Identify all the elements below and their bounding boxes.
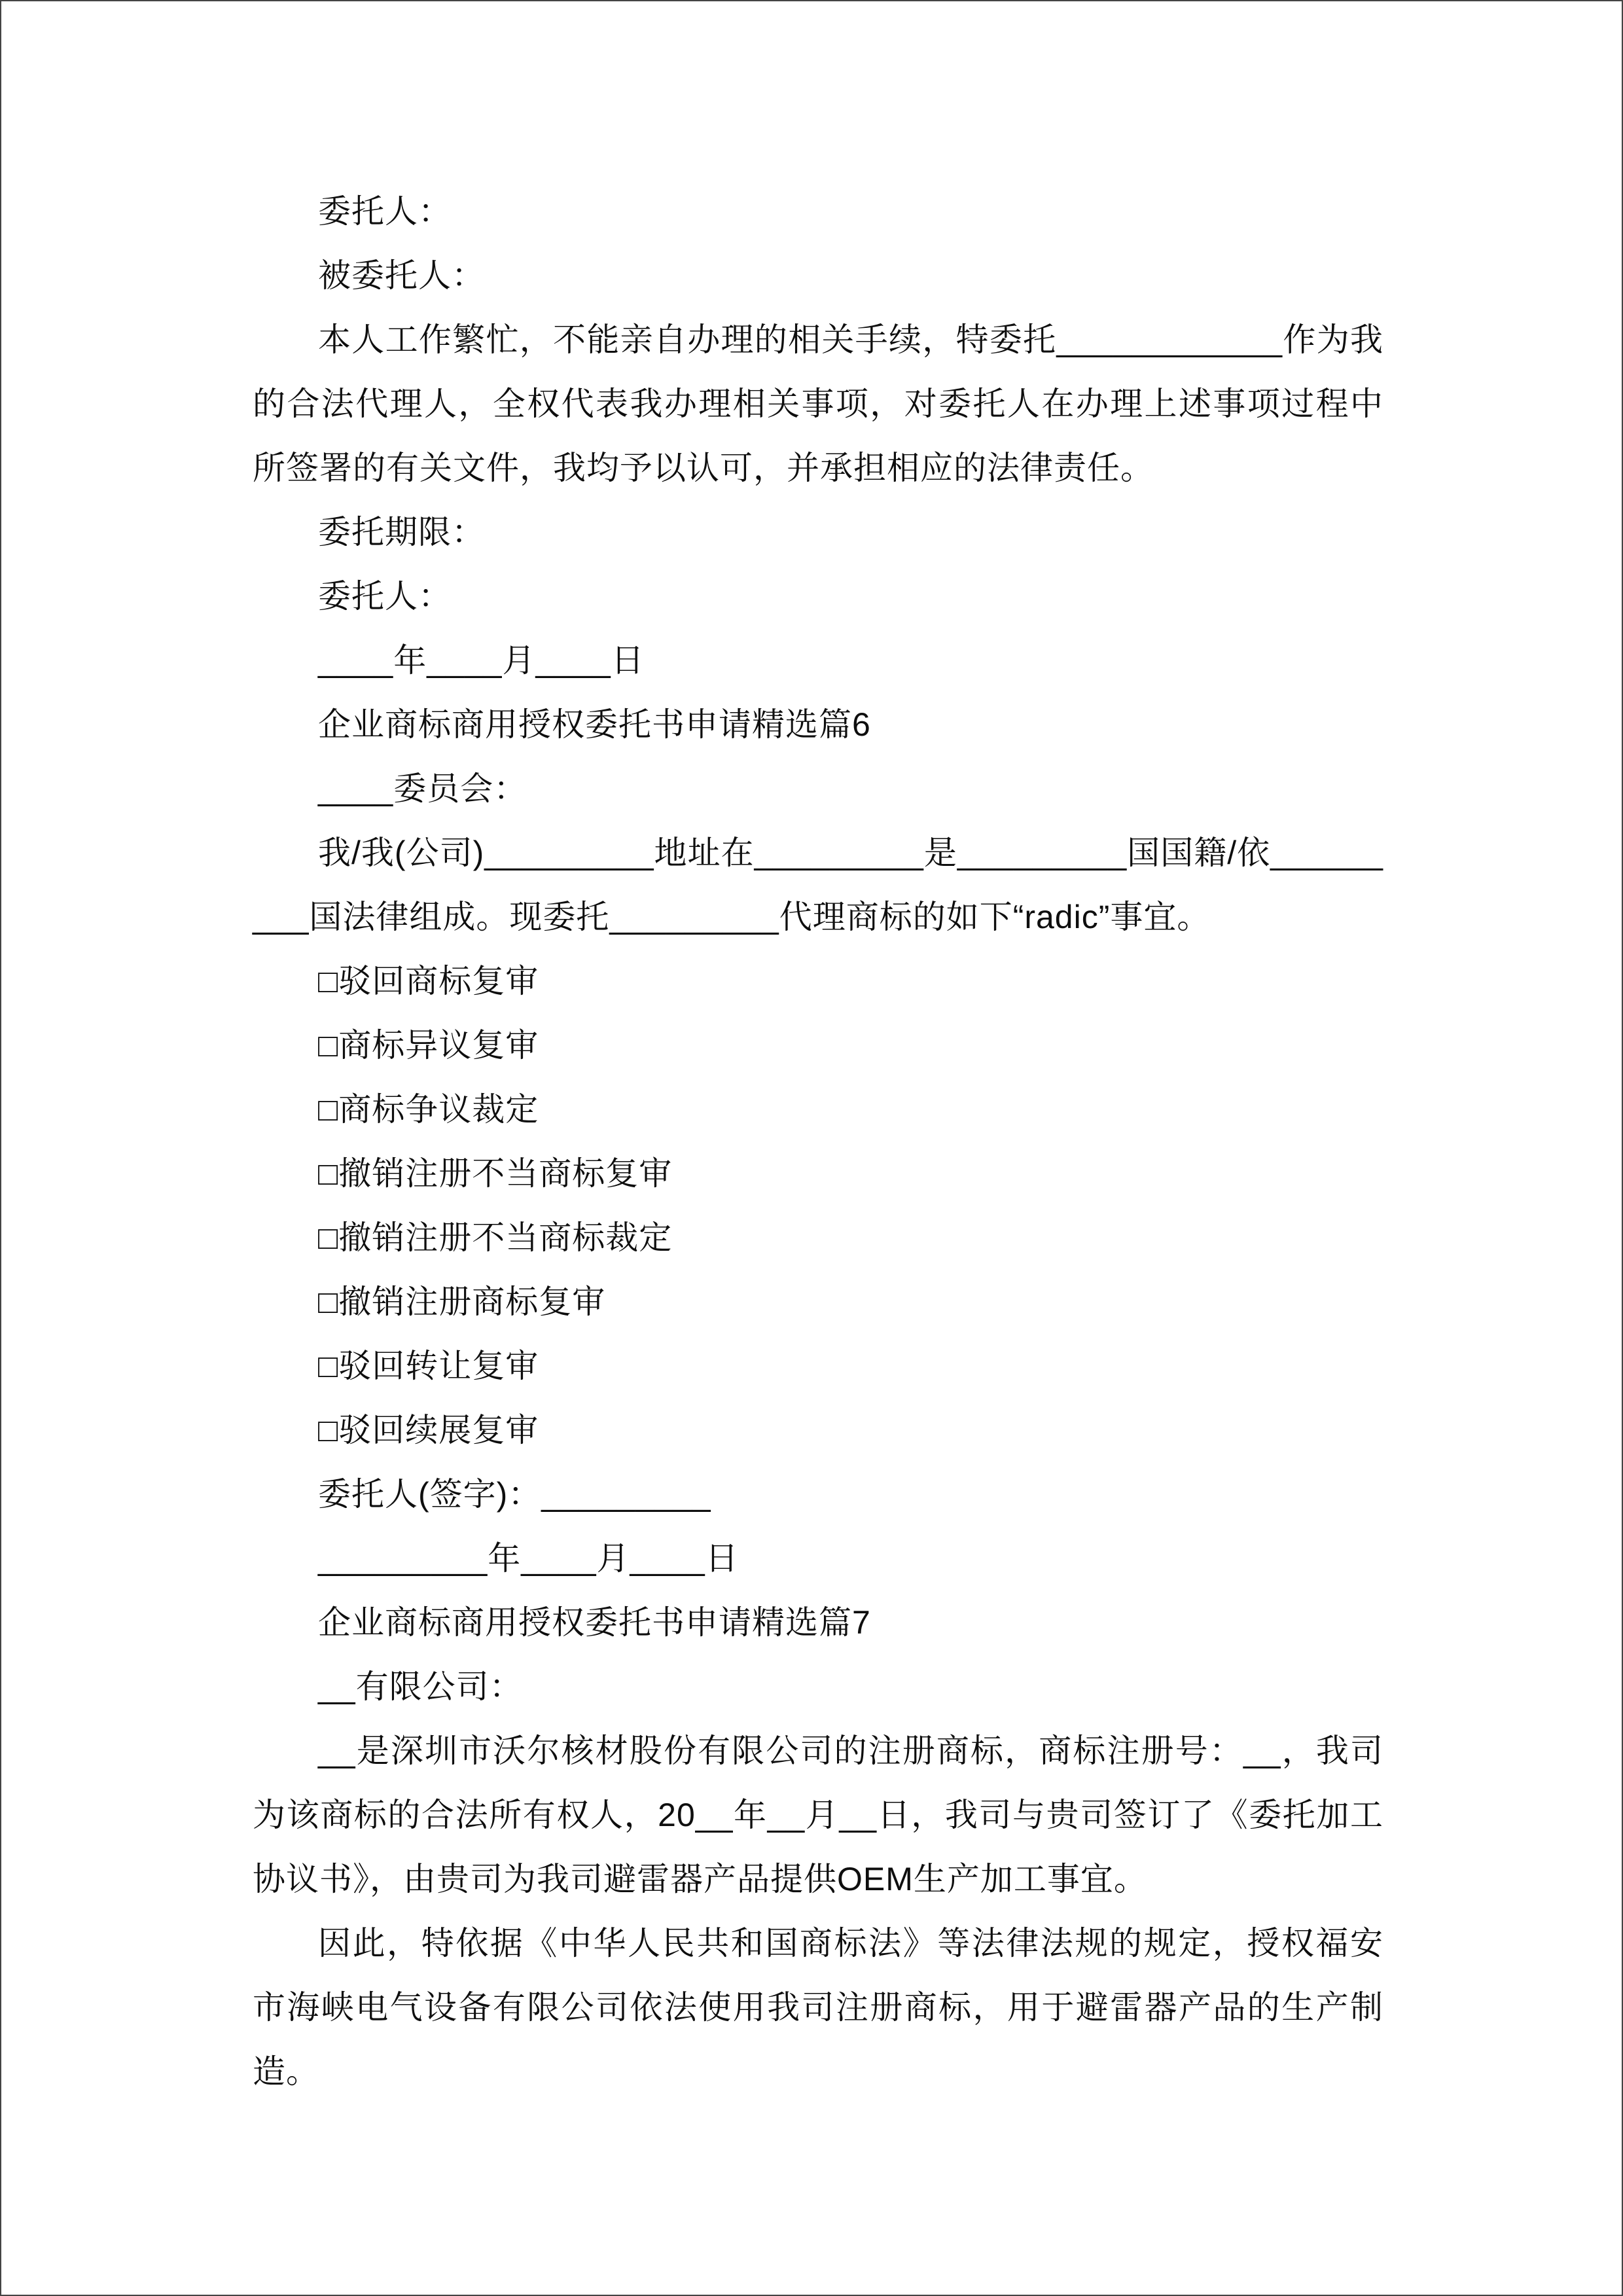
paragraph: 被委托人： — [318, 257, 485, 294]
paragraph: □撤销注册商标复审 — [318, 1283, 606, 1320]
paragraph: 企业商标商用授权委托书申请精选篇7 — [318, 1604, 871, 1641]
paragraph: □驳回商标复审 — [318, 963, 539, 999]
paragraph: ____年____月____日 — [318, 642, 645, 679]
paragraph: □商标争议裁定 — [318, 1091, 539, 1128]
paragraph: _________年____月____日 — [318, 1540, 739, 1577]
paragraph: 我/我(公司)_________地址在_________是_________国国籍/依_________国法律组成。现委托_________代理商标的如下“radic”事宜。 — [253, 834, 1383, 935]
paragraph: □驳回续展复审 — [318, 1412, 539, 1448]
paragraph: __是深圳市沃尔核材股份有限公司的注册商标，商标注册号：__，我司为该商标的合法所有权人，20__年__月__日，我司与贵司签订了《委托加工协议书》，由贵司为我司避雷器产品提供OEM生产加工事宜。 — [253, 1732, 1383, 1897]
paragraph: □驳回转让复审 — [318, 1348, 539, 1384]
paragraph: 因此，特依据《中华人民共和国商标法》等法律法规的规定，授权福安市海峡电气设备有限公司依法使用我司注册商标，用于避雷器产品的生产制造。 — [253, 1925, 1383, 2090]
paragraph: 委托人： — [318, 193, 452, 230]
paragraph: 委托期限： — [318, 514, 485, 550]
paragraph: 本人工作繁忙，不能亲自办理的相关手续，特委托____________作为我的合法代理人，全权代表我办理相关事项，对委托人在办理上述事项过程中所签署的有关文件，我均予以认可，并承担相应的法律责任。 — [253, 321, 1383, 486]
paragraph: □商标异议复审 — [318, 1027, 539, 1064]
paragraph: 委托人(签字)：_________ — [318, 1476, 711, 1513]
paragraph: □撤销注册不当商标裁定 — [318, 1219, 673, 1256]
paragraph: ____委员会： — [318, 770, 527, 807]
paragraph: __有限公司： — [318, 1668, 523, 1705]
document-body — [253, 179, 1383, 2164]
paragraph: □撤销注册不当商标复审 — [318, 1155, 673, 1192]
paragraph: 委托人： — [318, 578, 452, 615]
paragraph: 企业商标商用授权委托书申请精选篇6 — [318, 706, 871, 743]
